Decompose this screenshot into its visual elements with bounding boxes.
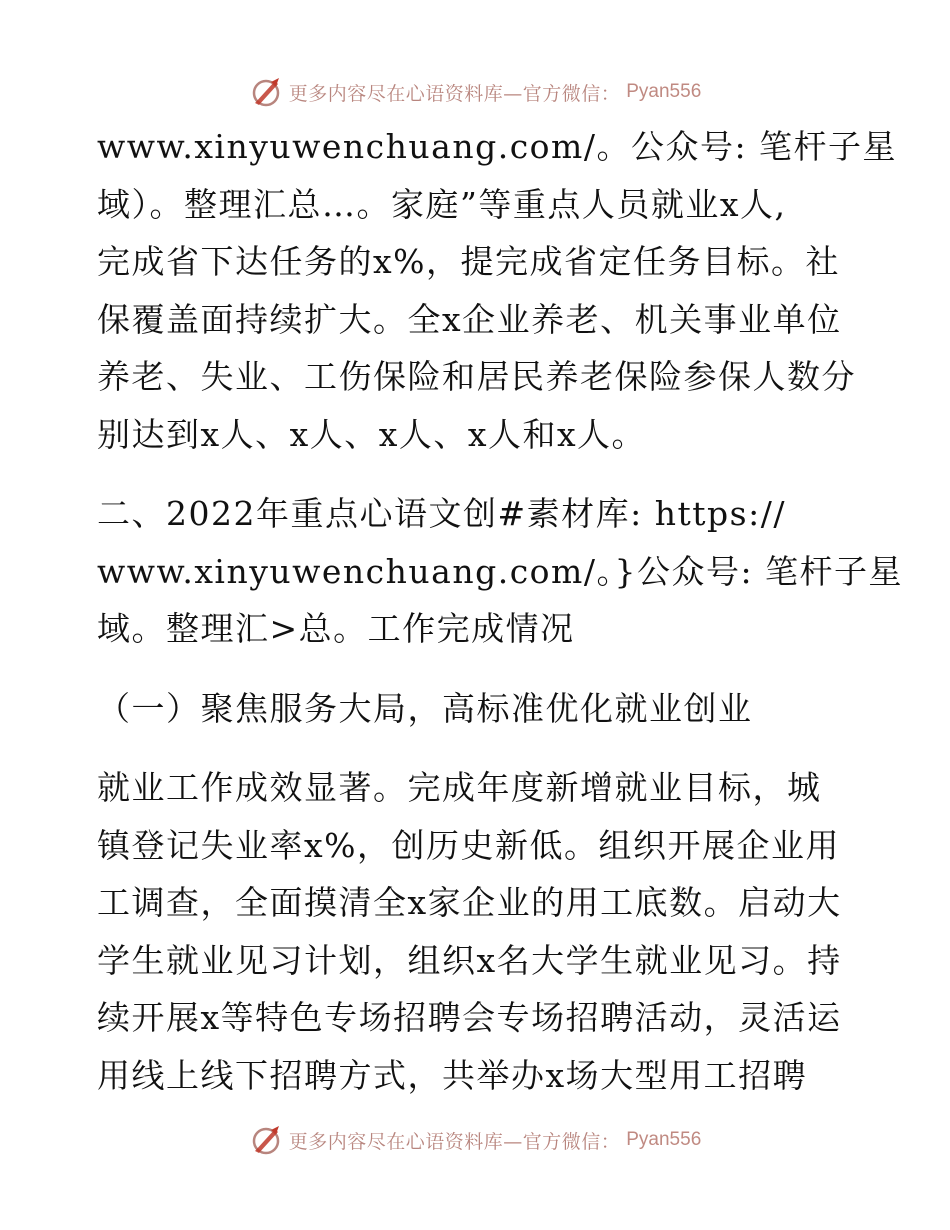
- header-banner: [0, 72, 950, 112]
- text-line: www.xinyuwenchuang.com/。公众号: 笔杆子星: [97, 127, 898, 166]
- section-heading-2022: [97, 485, 904, 658]
- paragraph-social-security: [97, 118, 898, 463]
- text-line: 养老、失业、工伤保险和居民养老保险参保人数分: [97, 357, 856, 396]
- banner-text: 更多内容尽在心语资料库—官方微信：: [288, 1130, 621, 1153]
- text-line: 工调查，全面摸清全x家企业的用工底数。启动大: [97, 883, 842, 922]
- text-line: 别达到x人、x人、x人、x人和x人。: [97, 414, 647, 454]
- text-line: 域）。整理汇总…。家庭”等重点人员就业x人,: [97, 184, 787, 224]
- quill-logo-icon: [249, 1123, 283, 1157]
- text-line: 就业工作成效显著。完成年度新增就业目标，城: [97, 768, 822, 807]
- text-line: 学生就业见习计划，组织x名大学生就业见习。持: [97, 940, 842, 980]
- text-line: 域。整理汇>总。工作完成情况: [97, 609, 575, 648]
- paragraph-employment: [97, 759, 857, 1104]
- text-line: 镇登记失业率x%，创历史新低。组织开展企业用: [97, 825, 840, 865]
- banner-text: 更多内容尽在心语资料库—官方微信：: [288, 82, 621, 105]
- banner-wechat-id: Pyan556: [626, 81, 702, 102]
- banner-wechat-id: Pyan556: [626, 1129, 702, 1150]
- subsection-heading: （一）聚焦服务大局，高标准优化就业创业: [97, 688, 753, 728]
- document-body: [97, 118, 904, 1104]
- footer-banner: [0, 1120, 950, 1160]
- quill-logo-icon: [249, 75, 283, 109]
- text-line: www.xinyuwenchuang.com/。}公众号: 笔杆子星: [97, 551, 904, 591]
- text-line: 保覆盖面持续扩大。全x企业养老、机关事业单位: [97, 299, 842, 339]
- text-line: 完成省下达任务的x%，提完成省定任务目标。社: [97, 242, 840, 281]
- text-line: 二、2022年重点心语文创#素材库: https://: [97, 494, 786, 533]
- text-line: 续开展x等特色专场招聘会专场招聘活动，灵活运: [97, 998, 842, 1037]
- text-line: 用线上线下招聘方式，共举办x场大型用工招聘: [97, 1055, 808, 1095]
